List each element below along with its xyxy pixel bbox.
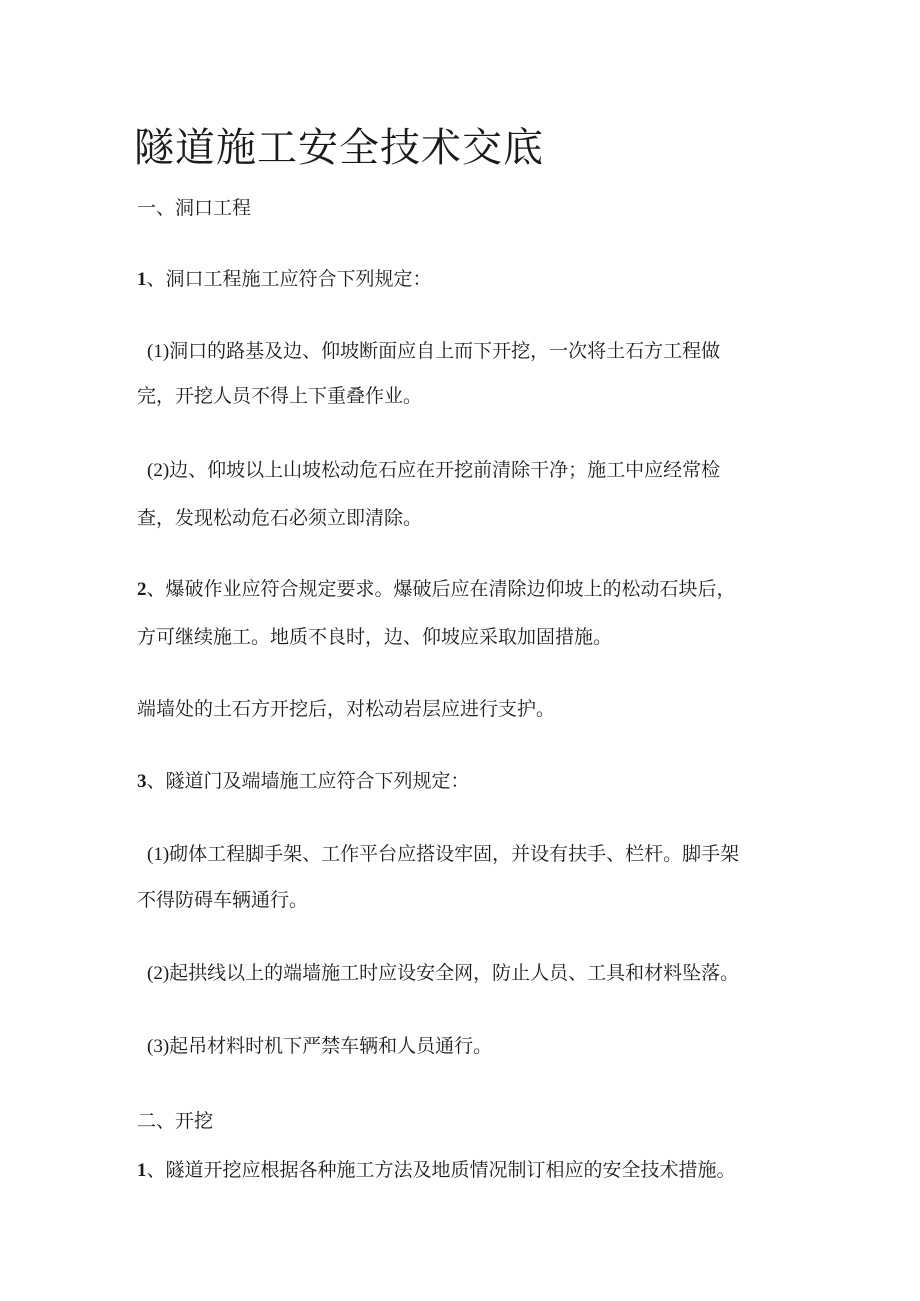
item-number: 1 bbox=[137, 1160, 147, 1181]
item-text: 、爆破作业应符合规定要求。爆破后应在清除边仰坡上的松动石块后， bbox=[146, 578, 736, 600]
item-3-sub-1-line-2: 不得防碍车辆通行。 bbox=[137, 889, 309, 911]
sub-item-mark: (2) bbox=[147, 460, 170, 481]
item-3-sub-1-line-1 bbox=[147, 842, 739, 867]
item-3-sub-3-line-1 bbox=[147, 1034, 492, 1059]
item-1-sub-2-line-2: 查，发现松动危石必须立即清除。 bbox=[137, 507, 423, 529]
sub-item-mark: (3) bbox=[147, 1036, 170, 1057]
item-number: 3 bbox=[137, 771, 147, 792]
sub-item-mark: (2) bbox=[147, 963, 170, 984]
sub-item-text: 砌体工程脚手架、工作平台应搭设牢固，并设有扶手、栏杆。脚手架 bbox=[169, 843, 740, 865]
item-text: 、隧道开挖应根据各种施工方法及地质情况制订相应的安全技术措施。 bbox=[146, 1159, 736, 1181]
sub-item-text: 洞口的路基及边、仰坡断面应自上而下开挖，一次将土石方工程做 bbox=[169, 340, 721, 362]
item-1-heading bbox=[137, 267, 432, 292]
item-text: 、隧道门及端墙施工应符合下列规定： bbox=[146, 770, 470, 792]
item-2-line-2: 方可继续施工。地质不良时，边、仰坡应采取加固措施。 bbox=[137, 626, 613, 648]
item-number: 1 bbox=[137, 269, 147, 290]
document-title: 隧道施工安全技术交底 bbox=[134, 125, 544, 171]
sub-item-text: 起拱线以上的端墙施工时应设安全网，防止人员、工具和材料坠落。 bbox=[169, 962, 740, 984]
sub-item-text: 边、仰坡以上山坡松动危石应在开挖前清除干净；施工中应经常检 bbox=[169, 459, 721, 481]
sub-item-mark: (1) bbox=[147, 341, 170, 362]
item-3-sub-2-line-1 bbox=[147, 961, 739, 986]
section-heading-1: 一、洞口工程 bbox=[137, 197, 252, 219]
item-1-sub-2-line-1 bbox=[147, 458, 720, 483]
item-3-heading bbox=[137, 769, 470, 794]
item-number: 2 bbox=[137, 579, 147, 600]
item-1-sub-1-line-2: 完，开挖人员不得上下重叠作业。 bbox=[137, 385, 423, 407]
item-2-line-1 bbox=[137, 577, 736, 602]
item-1-sub-1-line-1 bbox=[147, 339, 720, 364]
item-2-line-3: 端墙处的土石方开挖后，对松动岩层应进行支护。 bbox=[137, 698, 556, 720]
section-2-item-1 bbox=[137, 1158, 736, 1183]
sub-item-text: 起吊材料时机下严禁车辆和人员通行。 bbox=[169, 1035, 493, 1057]
item-text: 、洞口工程施工应符合下列规定： bbox=[146, 268, 432, 290]
sub-item-mark: (1) bbox=[147, 844, 170, 865]
section-heading-2: 二、开挖 bbox=[137, 1110, 214, 1132]
